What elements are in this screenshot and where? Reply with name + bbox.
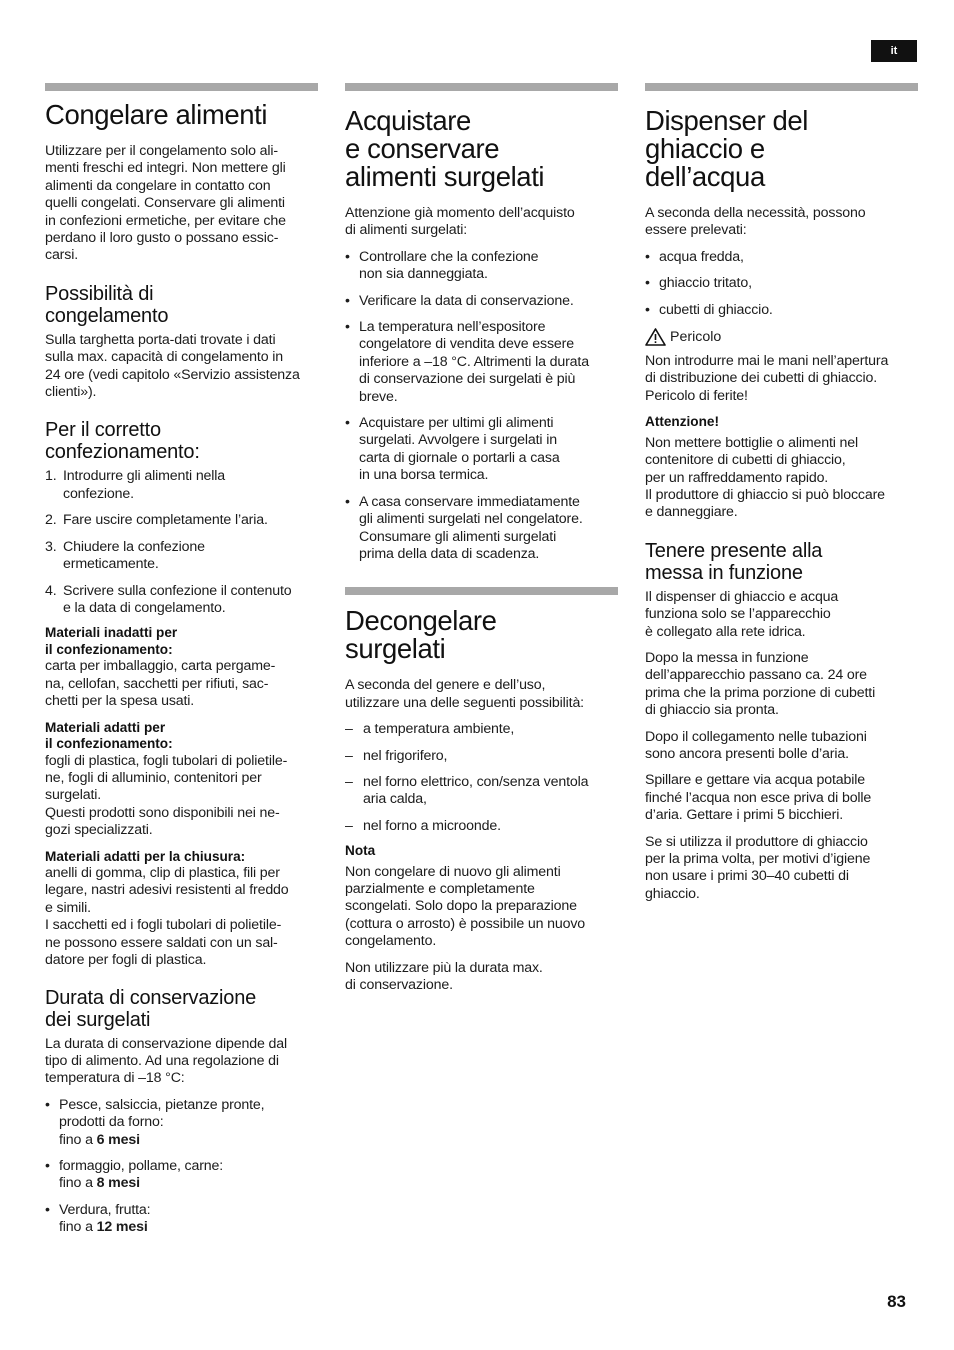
defrost-intro: A seconda del genere e dell’uso, utilizzare una delle seguenti possibilità: xyxy=(345,677,584,711)
startup-paragraph: Dopo la messa in funzione dell’apparecchio passano ca. 24 ore prima che la prima porzione di cubetti di ghiaccio sia pronta. xyxy=(645,650,876,719)
list-item: • La temperatura nell’espositore congelatore di vendita deve essere inferiore a –18 °C. Altrimenti la durata di conservazione dei surgelati è più breve. xyxy=(345,319,618,406)
language-badge: it xyxy=(871,40,917,62)
list-item: • Acquistare per ultimi gli alimenti surgelati. Avvolgere i surgelati in carta di giornale o portarli a casa in una borsa termica. xyxy=(345,415,618,485)
startup-paragraph: Spillare e gettare via acqua potabile finché l’acqua non esce priva di bolle d’aria. Gettare i primi 5 bicchieri. xyxy=(645,772,872,824)
possibilita-text: Sulla targhetta porta-dati trovate i dati sulla max. capacità di congelamento in 24 ore (vedi capitolo «Servizio assistenza clienti»). xyxy=(45,331,300,401)
section-rule xyxy=(645,83,918,91)
list-item: – nel forno a microonde. xyxy=(345,818,618,835)
dispenser-options-list xyxy=(645,249,918,319)
list-item: – nel frigorifero, xyxy=(345,748,618,765)
unsuitable-materials-text: carta per imballaggio, carta pergame- na, cellofan, sacchetti per rifiuti, sac- chetti per la spesa usati. xyxy=(45,658,276,710)
section-title-defrost: Decongelare surgelati xyxy=(345,605,497,665)
attention-text: Non mettere bottiglie o alimenti nel contenitore di cubetti di ghiaccio, per un raffreddamento rapido. Il produttore di ghiaccio si può bloccare e danneggiare. xyxy=(645,434,885,521)
storage-duration-list xyxy=(45,1097,318,1237)
danger-label: Pericolo xyxy=(670,328,722,345)
label-unsuitable-materials: Materiali inadatti per il confezionamento: xyxy=(45,625,178,657)
startup-paragraph: Dopo il collegamento nelle tubazioni sono ancora presenti bolle d’aria. xyxy=(645,728,867,763)
list-item: • Pesce, salsiccia, pietanze pronte, prodotti da forno: fino a 6 mesi xyxy=(45,1097,318,1149)
list-item: 1. Introdurre gli alimenti nella confezione. xyxy=(45,468,226,502)
section-title: Congelare alimenti xyxy=(45,99,268,130)
intro-text: Attenzione già momento dell’acquisto di alimenti surgelati: xyxy=(345,205,575,239)
startup-paragraph: Il dispenser di ghiaccio e acqua funziona solo se l’apparecchio è collegato alla rete idrica. xyxy=(645,588,839,640)
section-title: Dispenser del ghiaccio e dell’acqua xyxy=(645,105,808,192)
note-text: Non congelare di nuovo gli alimenti parzialmente e completamente scongelati. Solo dopo la preparazione (cottura o arrosto) è possibile un nuovo congelamento. xyxy=(345,863,586,950)
startup-paragraph: Se si utilizza il produttore di ghiaccio per la prima volta, per motivi d’igiene non usare i primi 30–40 cubetti di ghiaccio. xyxy=(645,833,871,902)
attention-label: Attenzione! xyxy=(645,414,720,430)
list-item: • formaggio, pollame, carne: fino a 8 mesi xyxy=(45,1158,318,1193)
section-rule xyxy=(345,83,618,91)
subheading-tenere: Tenere presente alla messa in funzione xyxy=(645,539,823,584)
warning-triangle-icon xyxy=(645,328,666,346)
section-title: Acquistare e conservare alimenti surgelati xyxy=(345,105,545,192)
defrost-options-list xyxy=(345,721,618,835)
list-item: • ghiaccio tritato, xyxy=(645,275,918,292)
list-item: • Verdura, frutta: fino a 12 mesi xyxy=(45,1202,318,1237)
list-item: – a temperatura ambiente, xyxy=(345,721,618,738)
buying-tips-list xyxy=(345,249,618,564)
closure-materials-text: anelli di gomma, clip di plastica, fili per legare, nastri adesivi resistenti al freddo e simili. I sacchetti ed i fogli tubolari di polietile- ne possono essere saldati con un sal- datore per fogli di plastica. xyxy=(45,865,289,969)
list-item: • acqua fredda, xyxy=(645,249,918,266)
list-item: 4. Scrivere sulla confezione il contenuto e la data di congelamento. xyxy=(45,582,292,616)
danger-text: Non introdurre mai le mani nell’apertura di distribuzione dei cubetti di ghiaccio. Pericolo di ferite! xyxy=(645,353,889,404)
subheading-possibilita: Possibilità di congelamento xyxy=(45,282,169,327)
suitable-materials-text: fogli di plastica, fogli tubolari di polietile- ne, fogli di alluminio, contenitori per surgelati. Questi prodotti sono disponibili nei ne- gozi specializzati. xyxy=(45,752,288,839)
subheading-durata: Durata di conservazione dei surgelati xyxy=(45,986,257,1031)
column-dispenser xyxy=(645,0,918,912)
page-number: 83 xyxy=(887,1292,906,1311)
list-item: 2. Fare uscire completamente l’aria. xyxy=(45,512,268,529)
danger-heading xyxy=(645,328,918,346)
label-suitable-materials: Materiali adatti per il confezionamento: xyxy=(45,719,173,752)
list-item: • A casa conservare immediatamente gli alimenti surgelati nel congelatore. Consumare gli alimenti surgelati prima della data di scadenza. xyxy=(345,494,618,564)
list-item: 3. Chiudere la confezione ermeticamente. xyxy=(45,538,205,573)
section-rule xyxy=(345,587,618,595)
note-text-2: Non utilizzare più la durata max. di conservazione. xyxy=(345,959,543,994)
column-freezing xyxy=(45,0,318,1246)
label-closure-materials: Materiali adatti per la chiusura: xyxy=(45,848,246,864)
durata-text: La durata di conservazione dipende dal tipo di alimento. Ad una regolazione di temperatura di –18 °C: xyxy=(45,1035,287,1087)
subheading-corretto: Per il corretto confezionamento: xyxy=(45,419,200,464)
list-item: • cubetti di ghiaccio. xyxy=(645,302,918,319)
intro-text: A seconda della necessità, possono essere prelevati: xyxy=(645,205,866,239)
section-rule xyxy=(45,83,318,91)
list-item: • Verificare la data di conservazione. xyxy=(345,293,618,310)
list-item: • Controllare che la confezione non sia danneggiata. xyxy=(345,249,618,284)
note-label: Nota xyxy=(345,843,376,859)
intro-text: Utilizzare per il congelamento solo ali- menti freschi ed integri. Non mettere gli alimenti da congelare in contatto con quelli congelati. Conservare gli alimenti in confezioni ermetiche, per evitare che perdano il loro gusto o possano essic- carsi. xyxy=(45,143,286,264)
packaging-steps xyxy=(45,468,318,617)
column-buying xyxy=(345,0,618,1004)
list-item: – nel forno elettrico, con/senza ventola aria calda, xyxy=(345,774,618,809)
